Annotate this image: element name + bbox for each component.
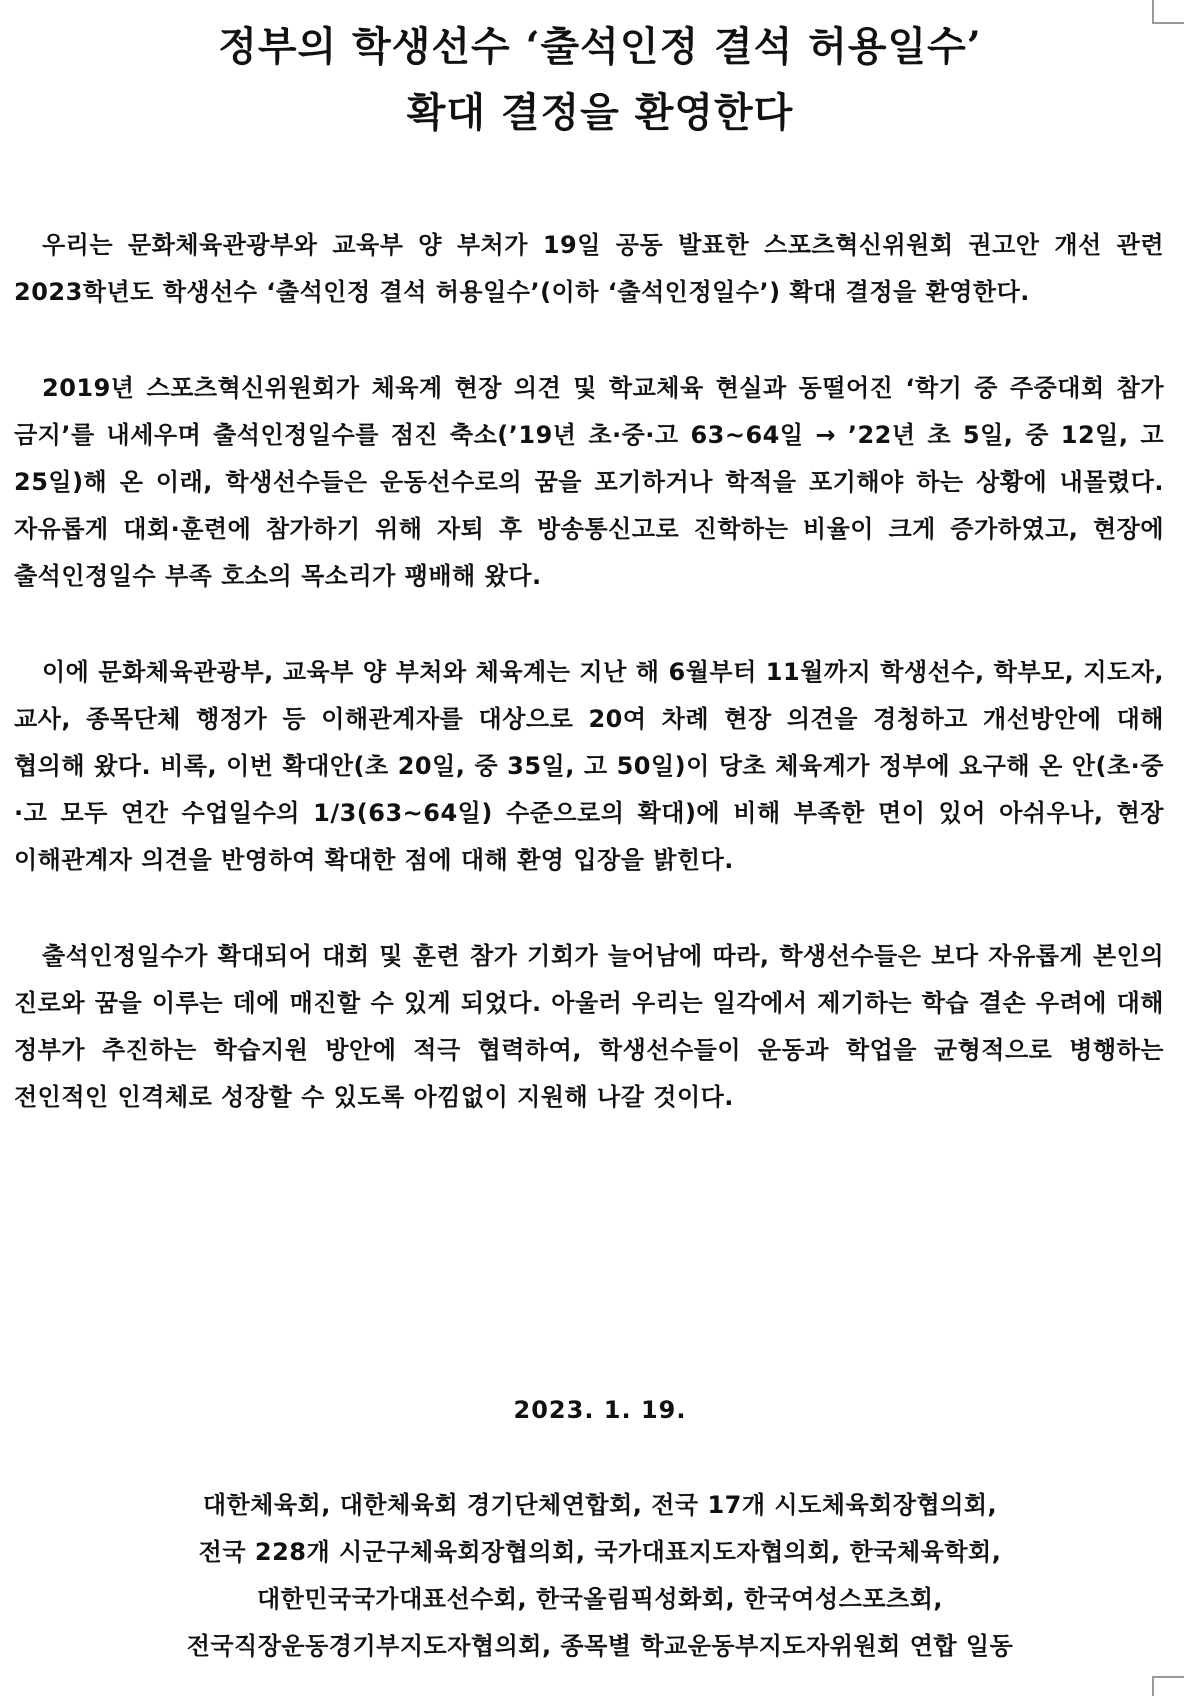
title-line-2: 확대 결정을 환영한다 [406, 89, 794, 136]
document-title [0, 14, 1200, 146]
paragraph-4: 출석인정일수가 확대되어 대회 및 훈련 참가 기회가 늘어남에 따라, 학생선수들은 보다 자유롭게 본인의 진로와 꿈을 이루는 데에 매진할 수 있게 되었다. 아울러 우리는 일각에서 제기하는 학습 결손 우려에 대해 정부가 추진하는 학습지원 방안에 적극 협력하여, 학생선수들이 운동과 학업을 균형적으로 병행하는 전인적인 인격체로 성장할 수 있도록 아낌없이 지원해 나갈 것이다. [14, 942, 1164, 1111]
crop-mark-bottom-right [1152, 1676, 1184, 1696]
paragraph-3: 이에 문화체육관광부, 교육부 양 부처와 체육계는 지난 해 6월부터 11월까지 학생선수, 학부모, 지도자, 교사, 종목단체 행정가 등 이해관계자를 대상으로 20여 차례 현장 의견을 경청하고 개선방안에 대해 협의해 왔다. 비록, 이번 확대안(초 20일, 중 35일, 고 50일)이 당초 체육계가 정부에 요구해 온 안(초·중·고 모두 연간 수업일수의 1/3(63~64일) 수준으로의 확대)에 비해 부족한 면이 있어 아쉬우나, 현장 이해관계자 의견을 반영하여 확대한 점에 대해 환영 입장을 밝힌다. [14, 658, 1164, 874]
signatories-line-3: 대한민국국가대표선수회, 한국올림픽성화회, 한국여성스포츠회, [256, 1585, 944, 1613]
document-date: 2023. 1. 19. [513, 1396, 687, 1424]
signatories-line-1: 대한체육회, 대한체육회 경기단체연합회, 전국 17개 시도체육회장협의회, [202, 1491, 998, 1519]
paragraph-1: 우리는 문화체육관광부와 교육부 양 부처가 19일 공동 발표한 스포츠혁신위원회 권고안 개선 관련 2023학년도 학생선수 ‘출석인정 결석 허용일수’(이하 ‘출석인정일수’) 확대 결정을 환영한다. [14, 231, 1164, 306]
signatories-line-2: 전국 228개 시군구체육회장협의회, 국가대표지도자협의회, 한국체육학회, [198, 1538, 1002, 1566]
signatories-line-4: 전국직장운동경기부지도자협의회, 종목별 학교운동부지도자위원회 연합 일동 [186, 1632, 1014, 1660]
paragraph-2: 2019년 스포츠혁신위원회가 체육계 현장 의견 및 학교체육 현실과 동떨어진 ‘학기 중 주중대회 참가 금지’를 내세우며 출석인정일수를 점진 축소(’19년 초·중·고 63~64일 → ’22년 초 5일, 중 12일, 고 25일)해 온 이래, 학생선수들은 운동선수로의 꿈을 포기하거나 학적을 포기해야 하는 상황에 내몰렸다. 자유롭게 대회·훈련에 참가하기 위해 자퇴 후 방송통신고로 진학하는 비율이 크게 증가하였고, 현장에 출석인정일수 부족 호소의 목소리가 팽배해 왔다. [14, 374, 1164, 590]
title-line-1: 정부의 학생선수 ‘출석인정 결석 허용일수’ [218, 23, 982, 70]
signatories-block [0, 1482, 1200, 1670]
document-body [14, 222, 1164, 1170]
